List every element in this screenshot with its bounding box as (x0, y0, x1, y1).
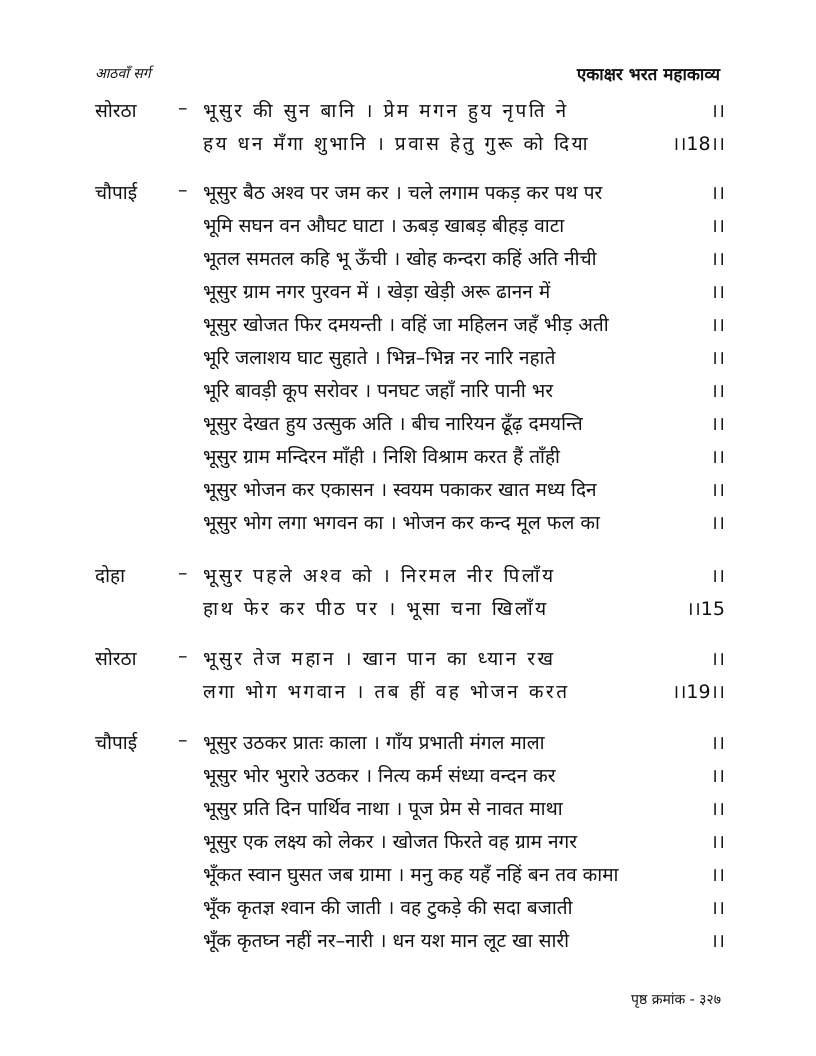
stanza-label: सोरठा (95, 100, 137, 122)
stanza-label: चौपाई (95, 732, 138, 754)
verse-line: भूसुर की सुन बानि । प्रेम मगन हुय नृपति ने ।। (203, 100, 725, 122)
verse-line: भूँक कृतघ्न नहीं नर–नारी । धन यश मान लूट खा सारी ।। (203, 930, 725, 952)
stanza-dash: – (178, 729, 188, 751)
verse-line: भूसुर प्रति दिन पार्थिव नाथा । पूज प्रेम से नावत माथा ।। (203, 798, 725, 820)
verse-line: भूतल समतल कहि भू ऊँची । खोह कन्दरा कहिं अति नीची ।। (203, 248, 725, 270)
verse-line: भूरि बावड़ी कूप सरोवर । पनघट जहाँ नारि पानी भर ।। (203, 380, 725, 402)
verse-line: भूँकत स्वान घुसत जब ग्रामा । मनु कह यहँ नहिं बन तव कामा ।। (203, 864, 725, 886)
stanza-label: चौपाई (95, 182, 138, 204)
verse-line: भूसुर ग्राम मन्दिरन माँही । निशि विश्राम करत हैं ताँही ।। (203, 446, 725, 468)
stanza-dash: – (178, 562, 188, 584)
verse-line: हय धन मँगा शुभानि । प्रवास हेतु गुरू को दिया ।।18।। (203, 133, 725, 155)
stanza-dash: – (178, 645, 188, 667)
page-number: पृष्ठ क्रमांक - ३२७ (631, 992, 721, 1008)
chapter-title: आठवाँ सर्ग (95, 66, 151, 82)
verse-line: भूसुर भोर भुरारे उठकर । नित्य कर्म संध्या वन्दन कर ।। (203, 765, 725, 787)
stanza-label: दोहा (95, 565, 126, 587)
verse-line: भूसुर तेज महान । खान पान का ध्यान रख ।। (203, 648, 725, 670)
verse-line: भूसुर भोग लगा भगवन का । भोजन कर कन्द मूल फल का ।। (203, 512, 725, 534)
verse-line: भूसुर देखत हुय उत्सुक अति । बीच नारियन ढूँढ़ दमयन्ति ।। (203, 413, 725, 435)
verse-line: भूसुर भोजन कर एकासन । स्वयम पकाकर खात मध्य दिन ।। (203, 479, 725, 501)
stanza-label: सोरठा (95, 648, 137, 670)
stanza-dash: – (178, 97, 188, 119)
page-header (95, 62, 720, 90)
verse-line: भूसुर बैठ अश्व पर जम कर । चले लगाम पकड़ कर पथ पर ।। (203, 182, 725, 204)
verse-line: भूसुर उठकर प्रातः काला । गाँय प्रभाती मंगल माला ।। (203, 732, 725, 754)
stanza-dash: – (178, 179, 188, 201)
book-title: एकाक्षर भरत महाकाव्य (576, 65, 720, 85)
verse-line: भूसुर एक लक्ष्य को लेकर । खोजत फिरते वह ग्राम नगर ।। (203, 831, 725, 853)
verse-line: हाथ फेर कर पीठ पर । भूसा चना खिलाँय ।।15 (203, 598, 725, 620)
verse-line: भूसुर खोजत फिर दमयन्ती । वहिं जा महिलन जहँ भीड़ अती ।। (203, 314, 725, 336)
verse-line: लगा भोग भगवान । तब हीं वह भोजन करत ।।19।। (203, 681, 725, 703)
verse-line: भूसुर ग्राम नगर पुरवन में । खेड़ा खेड़ी अरू ढानन में ।। (203, 281, 725, 303)
verse-line: भूँक कृतज्ञ श्वान की जाती । वह टुकड़े की सदा बजाती ।। (203, 897, 725, 919)
verse-line: भूरि जलाशय घाट सुहाते । भिन्न–भिन्न नर नारि नहाते ।। (203, 347, 725, 369)
verse-line: भूसुर पहले अश्व को । निरमल नीर पिलाँय ।। (203, 565, 725, 587)
verse-line: भूमि सघन वन औघट घाटा । ऊबड़ खाबड़ बीहड़ वाटा ।। (203, 215, 725, 237)
